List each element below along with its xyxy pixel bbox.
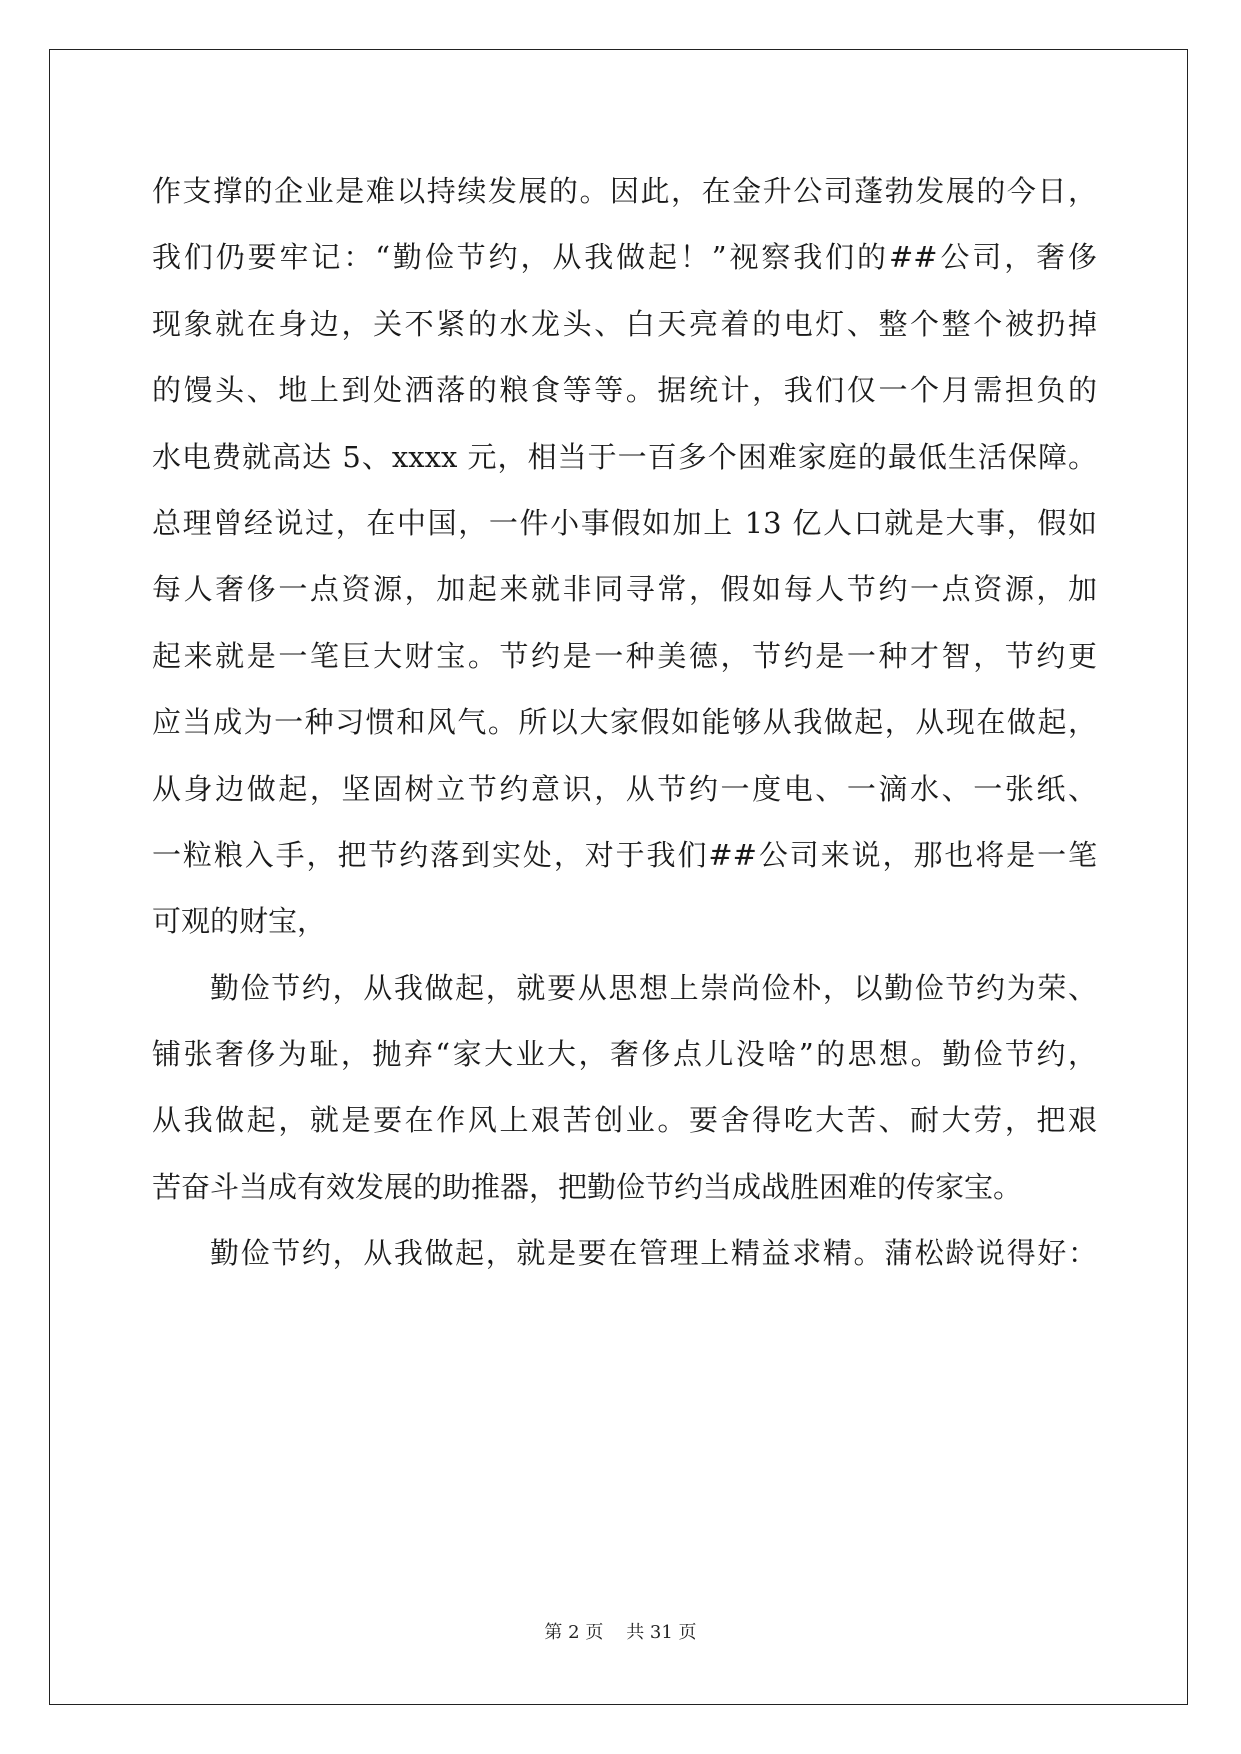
text-line: 起来就是一笔巨大财宝。节约是一种美德，节约是一种才智，节约更 xyxy=(152,638,1097,673)
text-line: 应当成为一种习惯和风气。所以大家假如能够从我做起，从现在做起， xyxy=(152,705,1097,740)
text-line: 作支撑的企业是难以持续发展的。因此，在金升公司蓬勃发展的今日， xyxy=(152,174,1097,208)
text-line: 水电费就高达 5、xxxx 元，相当于一百多个困难家庭的最低生活保障。 xyxy=(152,439,1097,474)
text-line: 从身边做起，坚固树立节约意识，从节约一度电、一滴水、一张纸、 xyxy=(152,771,1097,806)
paragraph-3 xyxy=(152,1220,1097,1286)
text-line: 可观的财宝， xyxy=(152,904,327,939)
paragraph-1 xyxy=(152,158,1097,955)
text-line: 我们仍要牢记：“勤俭节约，从我做起！”视察我们的##公司，奢侈 xyxy=(152,240,1097,275)
text-line: 勤俭节约，从我做起，就要从思想上崇尚俭朴，以勤俭节约为荣、 xyxy=(210,970,1097,1005)
paragraph-2 xyxy=(152,955,1097,1221)
text-line: 现象就在身边，关不紧的水龙头、白天亮着的电灯、整个整个被扔掉 xyxy=(152,306,1097,341)
page-number-footer: 第 2 页 共 31 页 xyxy=(544,1622,697,1643)
text-line: 一粒粮入手，把节约落到实处，对于我们##公司来说，那也将是一笔 xyxy=(152,837,1097,872)
text-line: 每人奢侈一点资源，加起来就非同寻常，假如每人节约一点资源，加 xyxy=(152,572,1097,607)
text-line: 的馒头、地上到处洒落的粮食等等。据统计，我们仅一个月需担负的 xyxy=(152,373,1097,408)
text-line: 铺张奢侈为耻，抛弃“家大业大，奢侈点儿没啥”的思想。勤俭节约， xyxy=(152,1037,1097,1072)
text-line: 总理曾经说过，在中国，一件小事假如加上 13 亿人口就是大事，假如 xyxy=(152,505,1097,540)
text-line: 苦奋斗当成有效发展的助推器，把勤俭节约当成战胜困难的传家宝。 xyxy=(152,1169,1023,1204)
text-line: 从我做起，就是要在作风上艰苦创业。要舍得吃大苦、耐大劳，把艰 xyxy=(152,1103,1097,1138)
text-line: 勤俭节约，从我做起，就是要在管理上精益求精。蒲松龄说得好： xyxy=(210,1236,1097,1271)
document-body xyxy=(152,158,1097,1287)
